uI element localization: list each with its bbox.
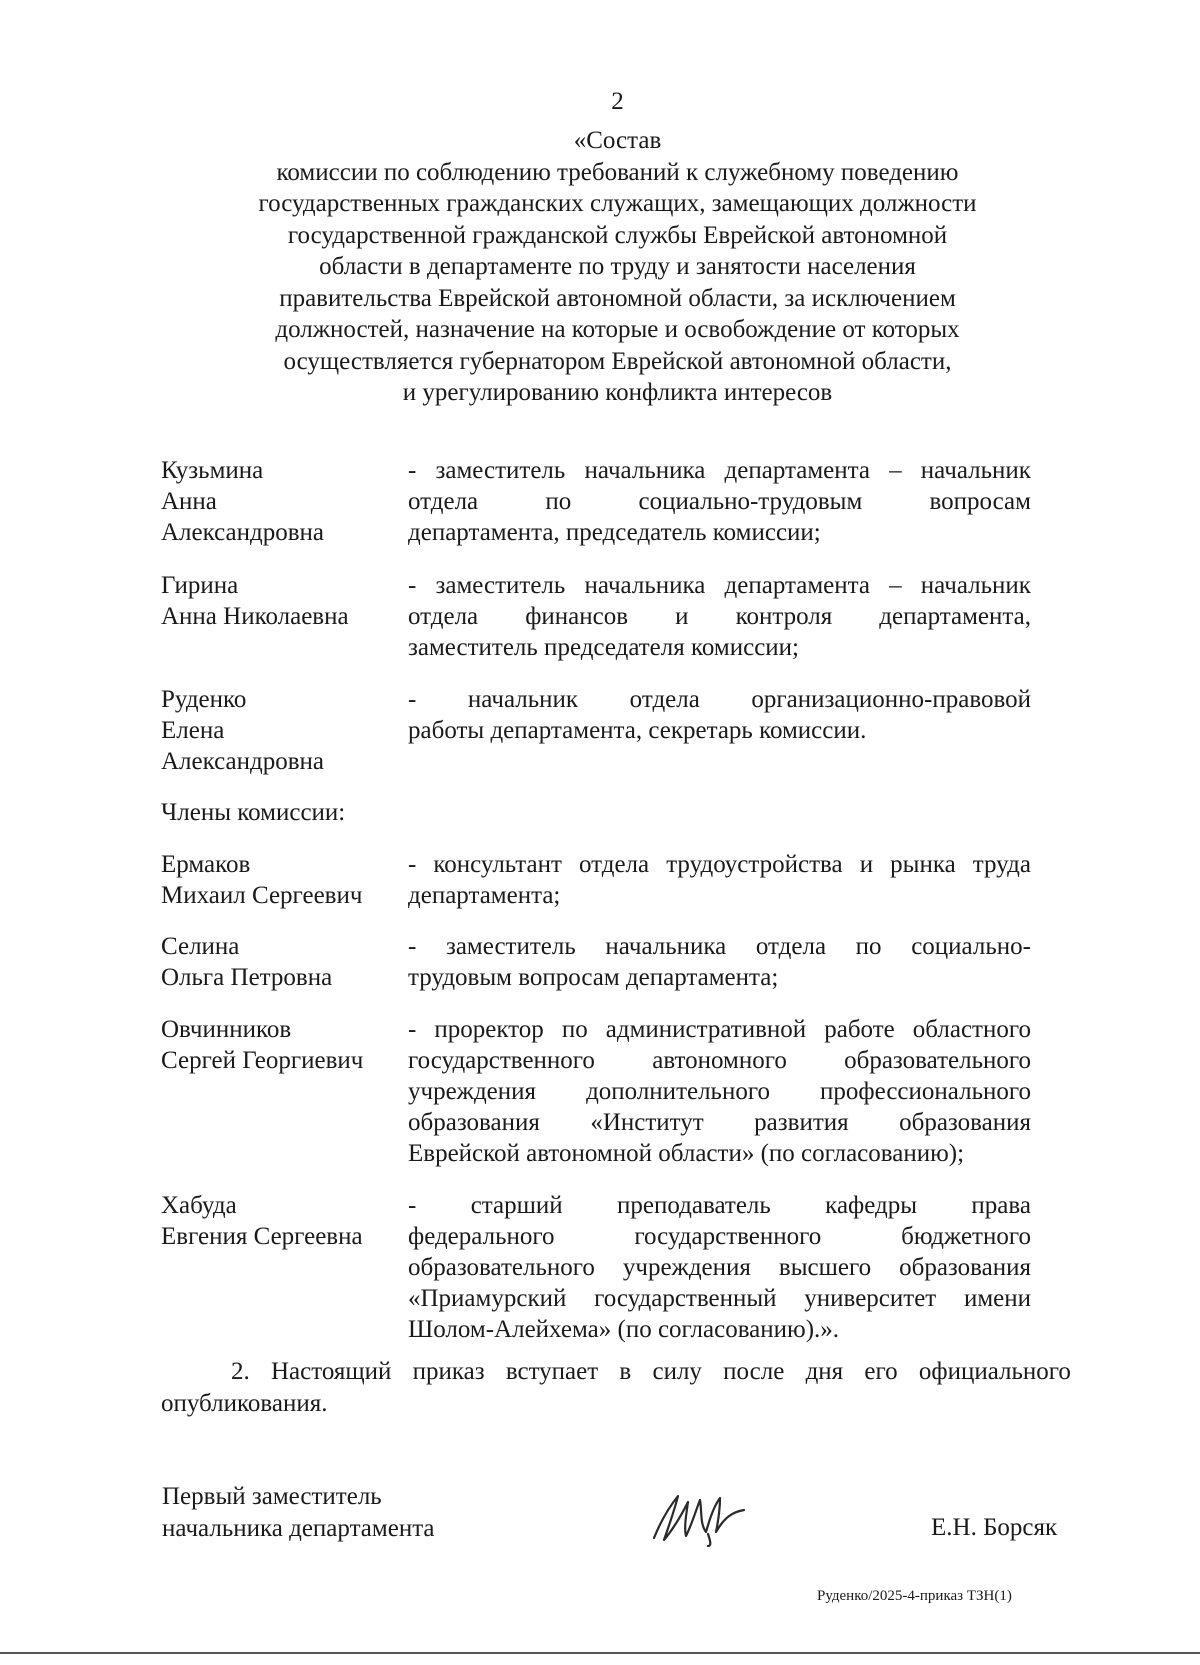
members-label: Члены комиссии: (161, 799, 346, 826)
title-line: осуществляется губернатором Еврейской автономной области, (283, 347, 952, 375)
title-line: правительства Еврейской автономной области, за исключением (279, 284, 956, 312)
member-role: - заместитель начальника отдела по социально- трудовым вопросам департамента; (408, 933, 1031, 991)
title-line: должностей, назначение на которые и освобождение от которых (275, 316, 960, 343)
title-line: области в департаменте по труду и занятости населения (319, 253, 916, 280)
document-reference: Руденко/2025-4-приказ ТЗН(1) (817, 1588, 1012, 1604)
member-name: Гирина Анна Николаевна (161, 572, 349, 630)
member-name: Руденко Елена Александровна (161, 686, 325, 775)
member-role: - старший преподаватель кафедры права федерального государственного бюджетного образовательного учреждения высшего образования «Приамурский государственный университет имени Шолом-Алейхема» (по согласованию).». (408, 1192, 1031, 1343)
handwritten-signature (648, 1488, 758, 1548)
member-name: Ермаков Михаил Сергеевич (161, 851, 363, 909)
title-line: «Состав (573, 127, 662, 154)
signatory-position: Первый заместитель начальника департамента (162, 1483, 435, 1542)
title-line: и урегулированию конфликта интересов (402, 379, 833, 406)
signer-name: Е.Н. Борсяк (931, 1514, 1058, 1541)
title-line: государственных гражданских служащих, замещающих должности (258, 190, 977, 217)
member-name: Овчинников Сергей Георгиевич (161, 1016, 364, 1074)
member-name: Селина Ольга Петровна (161, 933, 333, 991)
member-role: - начальник отдела организационно-правовой работы департамента, секретарь комиссии. (408, 686, 1031, 744)
page-bottom-rule (0, 1652, 1200, 1654)
title-line: государственной гражданской службы Еврейской автономной (287, 221, 948, 249)
document-title (0, 125, 1200, 409)
effective-date-clause: 2. Настоящий приказ вступает в силу после дня его официального опубликования. (161, 1358, 1071, 1417)
member-role: - заместитель начальника департамента – начальник отдела по социально-трудовым вопросам департамента, председатель комиссии; (408, 457, 1031, 546)
page-number: 2 (611, 88, 624, 115)
member-name: Кузьмина Анна Александровна (161, 457, 325, 546)
member-name: Хабуда Евгения Сергеевна (161, 1192, 363, 1250)
title-line: комиссии по соблюдению требований к служебному поведению (276, 158, 959, 186)
member-role: - заместитель начальника департамента – начальник отдела финансов и контроля департамента, заместитель председателя комиссии; (408, 572, 1031, 661)
member-role: - проректор по административной работе областного государственного автономного образовательного учреждения дополнительного профессионального образования «Институт развития образования Еврейской автономной области» (по согласованию); (408, 1016, 1031, 1167)
member-role: - консультант отдела трудоустройства и рынка труда департамента; (408, 851, 1031, 909)
